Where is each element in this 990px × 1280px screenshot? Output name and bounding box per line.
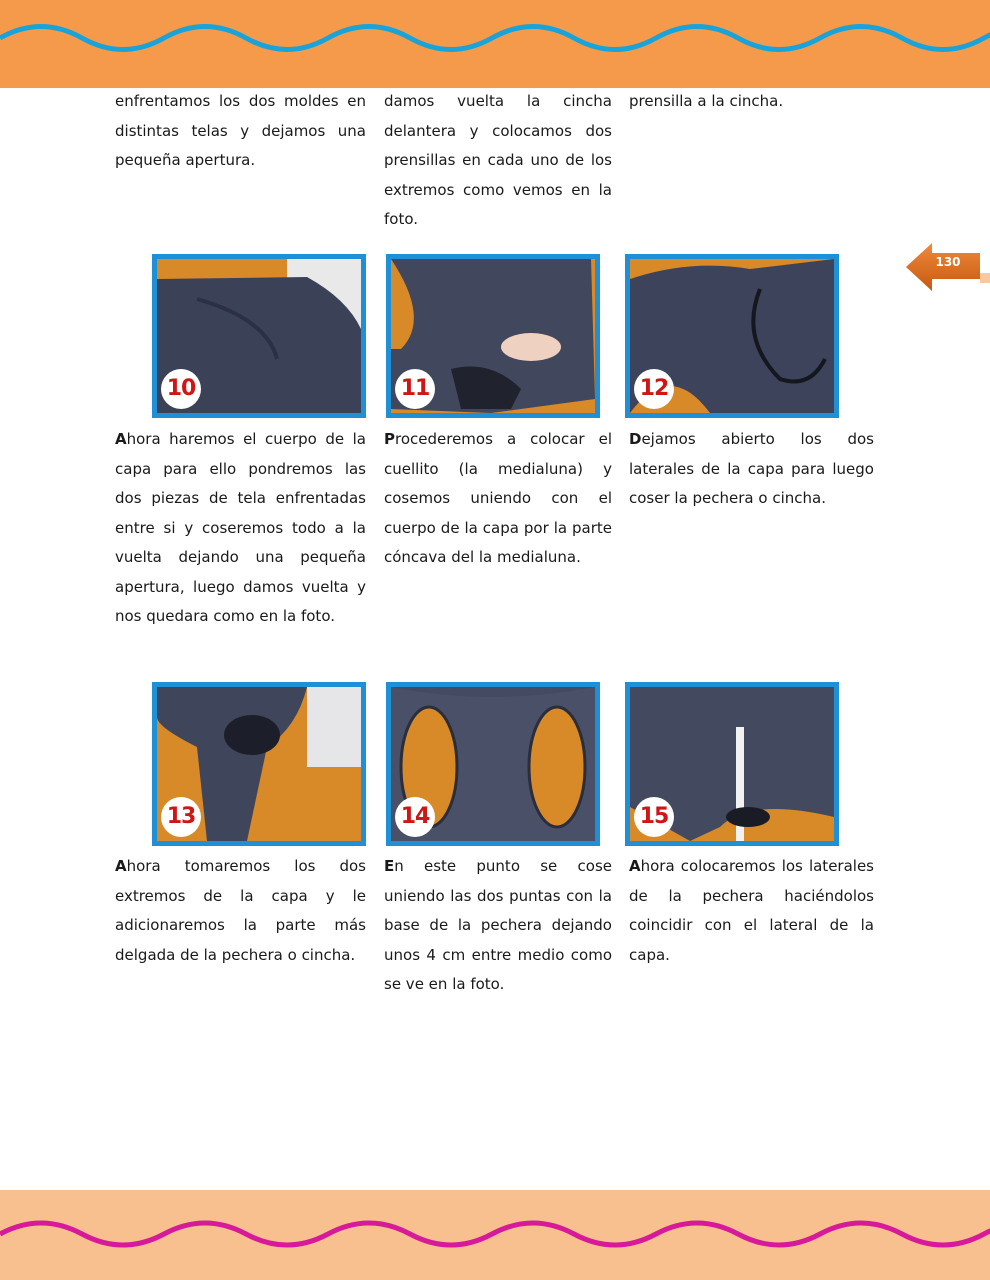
page-number: 130 bbox=[935, 255, 961, 269]
step-14-photo bbox=[386, 682, 600, 846]
step-13-photo bbox=[152, 682, 366, 846]
step-15-photo bbox=[625, 682, 839, 846]
step-13-body: hora tomaremos los dos extremos de la capa y le adicionaremos la parte más delgada de la pechera o cincha. bbox=[115, 857, 366, 964]
step-14-text bbox=[384, 852, 612, 1000]
step-12-text bbox=[629, 425, 874, 514]
step-13-text bbox=[115, 852, 366, 970]
step-15-text bbox=[629, 852, 874, 970]
step-14-body: n este punto se cose uniendo las dos puntas con la base de la pechera dejando unos 4 cm entre medio como se ve en la foto. bbox=[384, 857, 612, 993]
step-11-photo bbox=[386, 254, 600, 418]
top-text-col-3: prensilla a la cincha. bbox=[629, 92, 784, 110]
step-number: 12 bbox=[634, 369, 674, 409]
step-14-initial: E bbox=[384, 857, 395, 875]
step-11-body: rocederemos a colocar el cuellito (la medialuna) y cosemos uniendo con el cuerpo de la capa por la parte cóncava del la medialuna. bbox=[384, 430, 612, 566]
step-10-text bbox=[115, 425, 366, 632]
step-11-initial: P bbox=[384, 430, 395, 448]
top-text-col-1: enfrentamos los dos moldes en distintas telas y dejamos una pequeña apertura. bbox=[115, 92, 366, 169]
step-12-initial: D bbox=[629, 430, 642, 448]
step-15-body: hora colocaremos los laterales de la pechera haciéndolos coincidir con el lateral de la capa. bbox=[629, 857, 874, 964]
step-15-initial: A bbox=[629, 857, 641, 875]
step-12-body: ejamos abierto los dos laterales de la capa para luego coser la pechera o cincha. bbox=[629, 430, 874, 507]
step-11-text bbox=[384, 425, 612, 573]
step-10-initial: A bbox=[115, 430, 127, 448]
footer-wave bbox=[0, 1190, 990, 1280]
footer-band bbox=[0, 1190, 990, 1280]
step-number: 13 bbox=[161, 797, 201, 837]
step-number: 11 bbox=[395, 369, 435, 409]
step-number: 14 bbox=[395, 797, 435, 837]
step-12-photo bbox=[625, 254, 839, 418]
step-number: 10 bbox=[161, 369, 201, 409]
step-13-initial: A bbox=[115, 857, 127, 875]
step-10-photo bbox=[152, 254, 366, 418]
header-band bbox=[0, 0, 990, 88]
top-text-col-2: damos vuelta la cincha delantera y colocamos dos prensillas en cada uno de los extremos como vemos en la foto. bbox=[384, 92, 612, 228]
step-10-body: hora haremos el cuerpo de la capa para ello pondremos las dos piezas de tela enfrentadas entre si y coseremos todo a la vuelta dejando una pequeña apertura, luego damos vuelta y nos quedara como en la foto. bbox=[115, 430, 366, 625]
header-wave bbox=[0, 0, 990, 88]
step-number: 15 bbox=[634, 797, 674, 837]
